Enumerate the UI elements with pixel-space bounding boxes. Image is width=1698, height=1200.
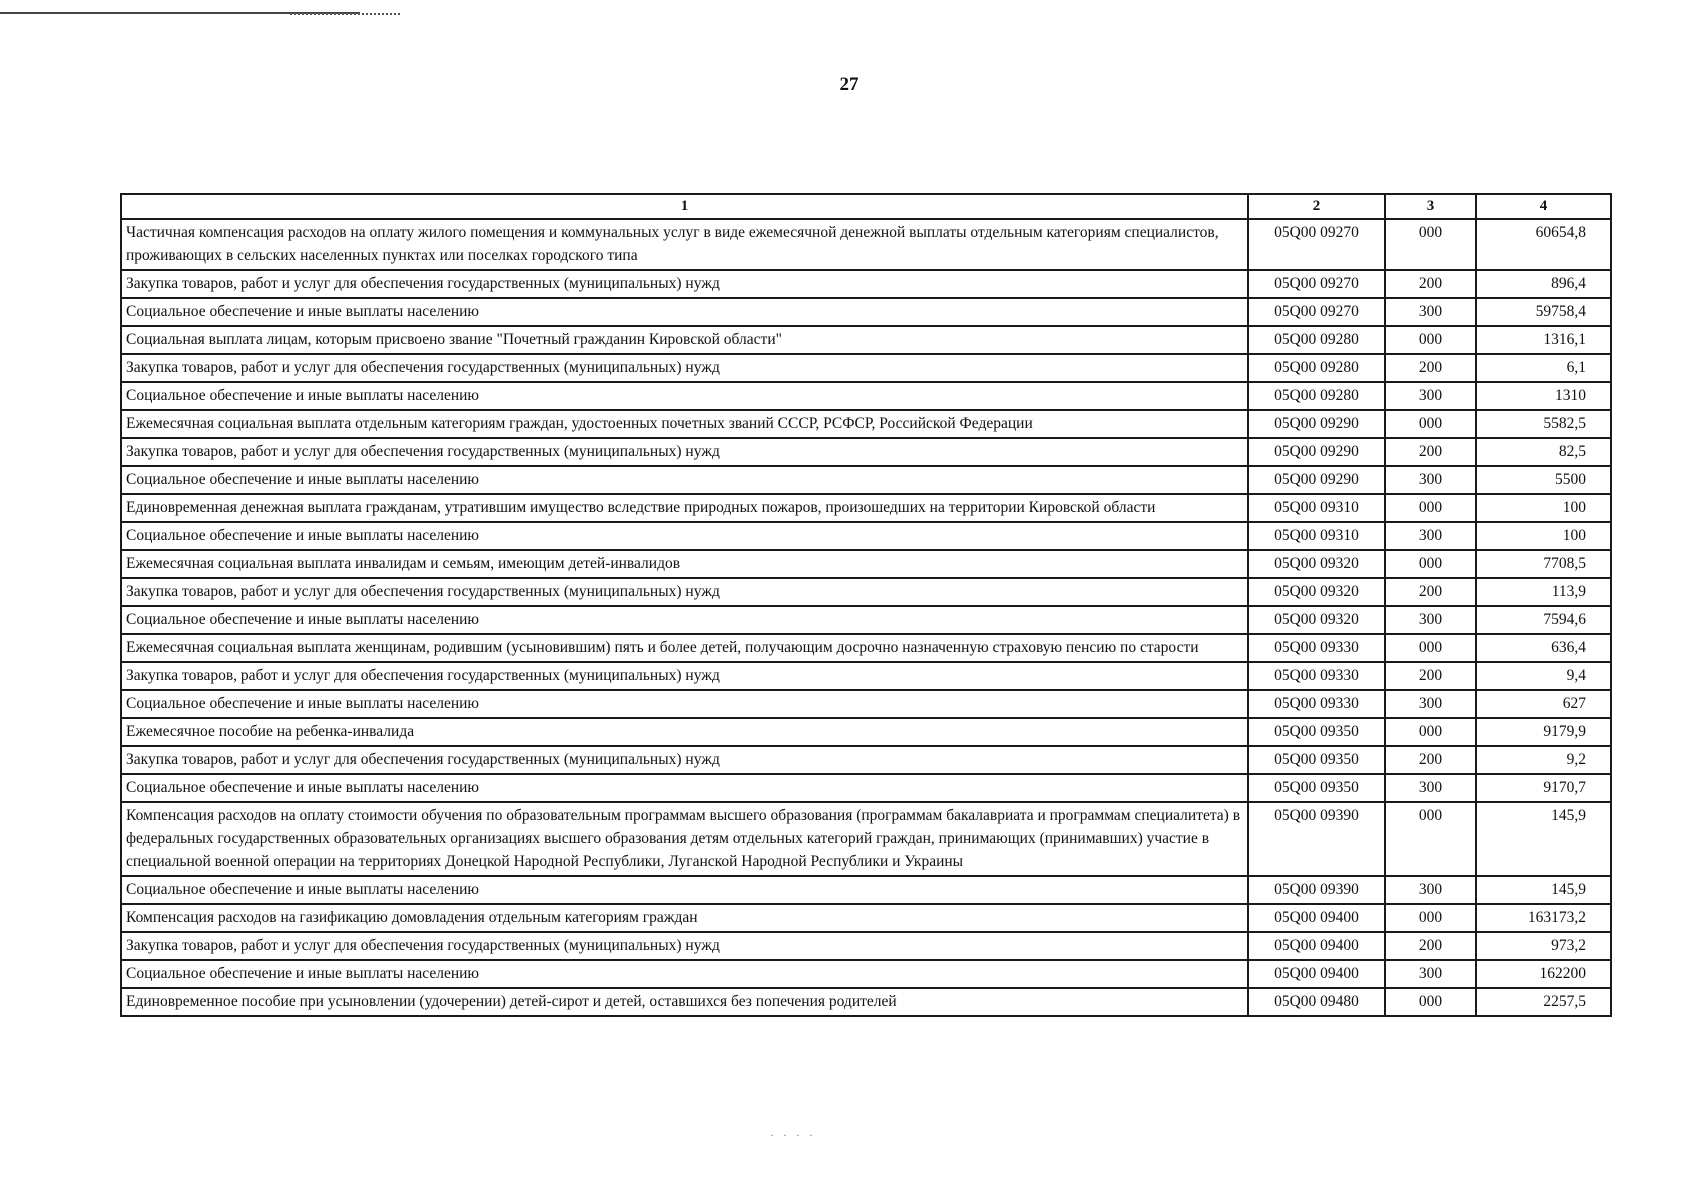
row-target-code: 05Q00 09290 [1248, 410, 1385, 438]
table-row [121, 466, 1611, 494]
row-amount: 5582,5 [1476, 410, 1611, 438]
row-target-code: 05Q00 09400 [1248, 932, 1385, 960]
row-expense-type: 300 [1385, 876, 1476, 904]
row-target-code: 05Q00 09480 [1248, 988, 1385, 1016]
row-target-code: 05Q00 09280 [1248, 326, 1385, 354]
table-row [121, 270, 1611, 298]
row-amount: 7708,5 [1476, 550, 1611, 578]
row-description: Ежемесячная социальная выплата отдельным категориям граждан, удостоенных почетных званий СССР, РСФСР, Российской Федерации [121, 410, 1248, 438]
row-expense-type: 000 [1385, 326, 1476, 354]
row-description: Компенсация расходов на газификацию домовладения отдельным категориям граждан [121, 904, 1248, 932]
row-description: Закупка товаров, работ и услуг для обеспечения государственных (муниципальных) нужд [121, 746, 1248, 774]
row-amount: 5500 [1476, 466, 1611, 494]
row-description: Социальное обеспечение и иные выплаты населению [121, 382, 1248, 410]
table-row [121, 382, 1611, 410]
row-amount: 82,5 [1476, 438, 1611, 466]
row-expense-type: 200 [1385, 270, 1476, 298]
row-description: Социальное обеспечение и иные выплаты населению [121, 298, 1248, 326]
row-expense-type: 300 [1385, 690, 1476, 718]
row-amount: 9170,7 [1476, 774, 1611, 802]
row-expense-type: 200 [1385, 662, 1476, 690]
row-target-code: 05Q00 09350 [1248, 746, 1385, 774]
row-description: Социальное обеспечение и иные выплаты населению [121, 690, 1248, 718]
row-description: Социальное обеспечение и иные выплаты населению [121, 876, 1248, 904]
row-amount: 162200 [1476, 960, 1611, 988]
row-target-code: 05Q00 09290 [1248, 438, 1385, 466]
row-amount: 7594,6 [1476, 606, 1611, 634]
table-header-row [121, 194, 1611, 219]
table-row [121, 438, 1611, 466]
row-description: Социальное обеспечение и иные выплаты населению [121, 466, 1248, 494]
row-amount: 9,2 [1476, 746, 1611, 774]
row-expense-type: 300 [1385, 774, 1476, 802]
table-row [121, 219, 1611, 270]
row-expense-type: 200 [1385, 578, 1476, 606]
table-row [121, 634, 1611, 662]
row-expense-type: 200 [1385, 354, 1476, 382]
row-expense-type: 000 [1385, 219, 1476, 270]
table-row [121, 298, 1611, 326]
row-expense-type: 200 [1385, 932, 1476, 960]
row-description: Ежемесячное пособие на ребенка-инвалида [121, 718, 1248, 746]
table-row [121, 662, 1611, 690]
row-expense-type: 000 [1385, 410, 1476, 438]
row-expense-type: 300 [1385, 960, 1476, 988]
row-target-code: 05Q00 09320 [1248, 550, 1385, 578]
row-description: Компенсация расходов на оплату стоимости обучения по образовательным программам высшего образования (программам бакалавриата и программам специалитета) в федеральных государственных образовательных организациях высшего образования детям отдельных категорий граждан, принимающих (принимавших) участие в специальной военной операции на территориях Донецкой Народной Республики, Луганской Народной Республики и Украины [121, 802, 1248, 876]
table-row [121, 932, 1611, 960]
row-expense-type: 300 [1385, 466, 1476, 494]
row-expense-type: 300 [1385, 298, 1476, 326]
table-row [121, 746, 1611, 774]
row-description: Закупка товаров, работ и услуг для обеспечения государственных (муниципальных) нужд [121, 662, 1248, 690]
row-expense-type: 000 [1385, 904, 1476, 932]
row-amount: 2257,5 [1476, 988, 1611, 1016]
row-amount: 6,1 [1476, 354, 1611, 382]
budget-table [120, 193, 1612, 1017]
row-expense-type: 200 [1385, 746, 1476, 774]
row-amount: 9179,9 [1476, 718, 1611, 746]
table-row [121, 550, 1611, 578]
row-target-code: 05Q00 09270 [1248, 298, 1385, 326]
table-row [121, 578, 1611, 606]
row-target-code: 05Q00 09270 [1248, 270, 1385, 298]
row-amount: 636,4 [1476, 634, 1611, 662]
row-description: Ежемесячная социальная выплата женщинам, родившим (усыновившим) пять и более детей, получающим досрочно назначенную страховую пенсию по старости [121, 634, 1248, 662]
row-target-code: 05Q00 09270 [1248, 219, 1385, 270]
row-amount: 627 [1476, 690, 1611, 718]
row-description: Социальное обеспечение и иные выплаты населению [121, 960, 1248, 988]
row-description: Закупка товаров, работ и услуг для обеспечения государственных (муниципальных) нужд [121, 578, 1248, 606]
row-description: Социальное обеспечение и иные выплаты населению [121, 606, 1248, 634]
table-row [121, 718, 1611, 746]
row-target-code: 05Q00 09330 [1248, 662, 1385, 690]
header-col-3: 3 [1385, 194, 1476, 219]
row-target-code: 05Q00 09320 [1248, 578, 1385, 606]
table-row [121, 774, 1611, 802]
row-target-code: 05Q00 09390 [1248, 802, 1385, 876]
table-row [121, 410, 1611, 438]
row-amount: 100 [1476, 494, 1611, 522]
row-amount: 9,4 [1476, 662, 1611, 690]
table-row [121, 904, 1611, 932]
row-target-code: 05Q00 09280 [1248, 382, 1385, 410]
row-description: Закупка товаров, работ и услуг для обеспечения государственных (муниципальных) нужд [121, 932, 1248, 960]
row-description: Единовременное пособие при усыновлении (удочерении) детей-сирот и детей, оставшихся без попечения родителей [121, 988, 1248, 1016]
row-target-code: 05Q00 09350 [1248, 718, 1385, 746]
header-col-2: 2 [1248, 194, 1385, 219]
row-description: Закупка товаров, работ и услуг для обеспечения государственных (муниципальных) нужд [121, 270, 1248, 298]
row-target-code: 05Q00 09310 [1248, 494, 1385, 522]
row-amount: 60654,8 [1476, 219, 1611, 270]
row-description: Единовременная денежная выплата гражданам, утратившим имущество вследствие природных пожаров, произошедших на территории Кировской области [121, 494, 1248, 522]
row-target-code: 05Q00 09400 [1248, 904, 1385, 932]
header-col-4: 4 [1476, 194, 1611, 219]
table-row [121, 690, 1611, 718]
page-number: 27 [839, 74, 859, 95]
row-target-code: 05Q00 09350 [1248, 774, 1385, 802]
row-description: Закупка товаров, работ и услуг для обеспечения государственных (муниципальных) нужд [121, 354, 1248, 382]
row-expense-type: 000 [1385, 988, 1476, 1016]
row-amount: 163173,2 [1476, 904, 1611, 932]
row-amount: 1316,1 [1476, 326, 1611, 354]
row-amount: 973,2 [1476, 932, 1611, 960]
table-row [121, 354, 1611, 382]
table-row [121, 802, 1611, 876]
row-description: Социальное обеспечение и иные выплаты населению [121, 522, 1248, 550]
row-target-code: 05Q00 09400 [1248, 960, 1385, 988]
table-row [121, 960, 1611, 988]
row-description: Закупка товаров, работ и услуг для обеспечения государственных (муниципальных) нужд [121, 438, 1248, 466]
row-expense-type: 000 [1385, 634, 1476, 662]
row-amount: 59758,4 [1476, 298, 1611, 326]
scan-artifact-dots [290, 13, 400, 16]
row-description: Ежемесячная социальная выплата инвалидам и семьям, имеющим детей-инвалидов [121, 550, 1248, 578]
row-target-code: 05Q00 09330 [1248, 634, 1385, 662]
scan-artifact-specks: · · · · [770, 1128, 816, 1142]
table-row [121, 326, 1611, 354]
row-target-code: 05Q00 09290 [1248, 466, 1385, 494]
table-row [121, 606, 1611, 634]
row-description: Частичная компенсация расходов на оплату жилого помещения и коммунальных услуг в виде ежемесячной денежной выплаты отдельным категориям специалистов, проживающих в сельских населенных пунктах или поселках городского типа [121, 219, 1248, 270]
row-expense-type: 200 [1385, 438, 1476, 466]
row-amount: 896,4 [1476, 270, 1611, 298]
row-expense-type: 000 [1385, 550, 1476, 578]
header-col-1: 1 [121, 194, 1248, 219]
row-expense-type: 300 [1385, 382, 1476, 410]
row-description: Социальная выплата лицам, которым присвоено звание "Почетный гражданин Кировской области" [121, 326, 1248, 354]
table-row [121, 988, 1611, 1016]
row-expense-type: 000 [1385, 802, 1476, 876]
row-expense-type: 000 [1385, 494, 1476, 522]
table-row [121, 494, 1611, 522]
row-target-code: 05Q00 09320 [1248, 606, 1385, 634]
row-amount: 1310 [1476, 382, 1611, 410]
row-target-code: 05Q00 09280 [1248, 354, 1385, 382]
row-target-code: 05Q00 09310 [1248, 522, 1385, 550]
row-expense-type: 000 [1385, 718, 1476, 746]
row-expense-type: 300 [1385, 522, 1476, 550]
row-target-code: 05Q00 09330 [1248, 690, 1385, 718]
table-body [121, 219, 1611, 1016]
row-amount: 145,9 [1476, 876, 1611, 904]
row-amount: 100 [1476, 522, 1611, 550]
table-row [121, 522, 1611, 550]
row-amount: 113,9 [1476, 578, 1611, 606]
row-amount: 145,9 [1476, 802, 1611, 876]
row-target-code: 05Q00 09390 [1248, 876, 1385, 904]
row-description: Социальное обеспечение и иные выплаты населению [121, 774, 1248, 802]
table-row [121, 876, 1611, 904]
row-expense-type: 300 [1385, 606, 1476, 634]
